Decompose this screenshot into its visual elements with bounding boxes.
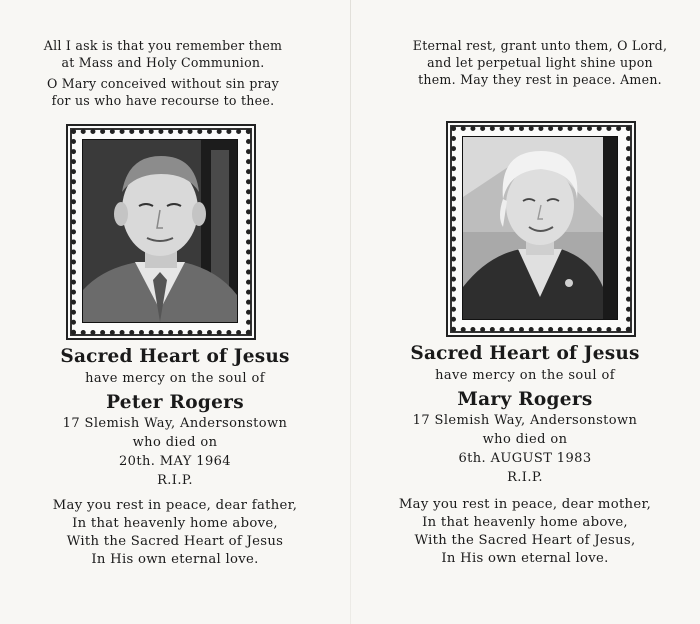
- mercy-line: have mercy on the soul of: [85, 371, 265, 386]
- sacred-heart-heading: Sacred Heart of Jesus: [410, 343, 640, 364]
- rip-text: R.I.P.: [507, 470, 543, 485]
- rip-text: R.I.P.: [157, 473, 193, 488]
- date-of-death: 6th. AUGUST 1983: [458, 451, 592, 466]
- right-prayer: [380, 37, 700, 88]
- prayer-line: and let perpetual light shine upon: [427, 55, 653, 70]
- poem-line: In His own eternal love.: [441, 551, 609, 566]
- deceased-name: Peter Rogers: [106, 392, 244, 413]
- poem-line: With the Sacred Heart of Jesus,: [414, 533, 636, 548]
- died-label: who died on: [132, 435, 218, 450]
- portrait-photo-peter: [82, 139, 238, 323]
- portrait-photo-mary: [462, 136, 618, 320]
- mercy-line: have mercy on the soul of: [435, 368, 615, 383]
- portrait-frame: [66, 124, 256, 340]
- left-prayer: [0, 37, 326, 109]
- address: 17 Slemish Way, Andersonstown: [62, 416, 288, 431]
- prayer-line: All I ask is that you remember them: [43, 38, 283, 53]
- portrait-frame: [446, 121, 636, 337]
- prayer-line: Eternal rest, grant unto them, O Lord,: [412, 38, 668, 53]
- sacred-heart-heading: Sacred Heart of Jesus: [60, 346, 290, 367]
- prayer-line: at Mass and Holy Communion.: [61, 55, 265, 70]
- deceased-name: Mary Rogers: [457, 389, 593, 410]
- prayer-line: for us who have recourse to thee.: [51, 93, 275, 108]
- died-label: who died on: [482, 432, 568, 447]
- address: 17 Slemish Way, Andersonstown: [412, 413, 638, 428]
- poem-line: May you rest in peace, dear father,: [52, 498, 298, 513]
- prayer-line: them. May they rest in peace. Amen.: [418, 72, 662, 87]
- poem-line: With the Sacred Heart of Jesus: [66, 534, 284, 549]
- poem-line: May you rest in peace, dear mother,: [398, 497, 652, 512]
- poem-line: In that heavenly home above,: [72, 516, 278, 531]
- prayer-line: O Mary conceived without sin pray: [46, 76, 280, 91]
- poem-line: In that heavenly home above,: [422, 515, 628, 530]
- date-of-death: 20th. MAY 1964: [119, 454, 231, 469]
- poem-line: In His own eternal love.: [91, 552, 259, 567]
- right-card: [350, 0, 700, 624]
- memorial-poem: [350, 496, 700, 568]
- memorial-poem: [0, 497, 350, 569]
